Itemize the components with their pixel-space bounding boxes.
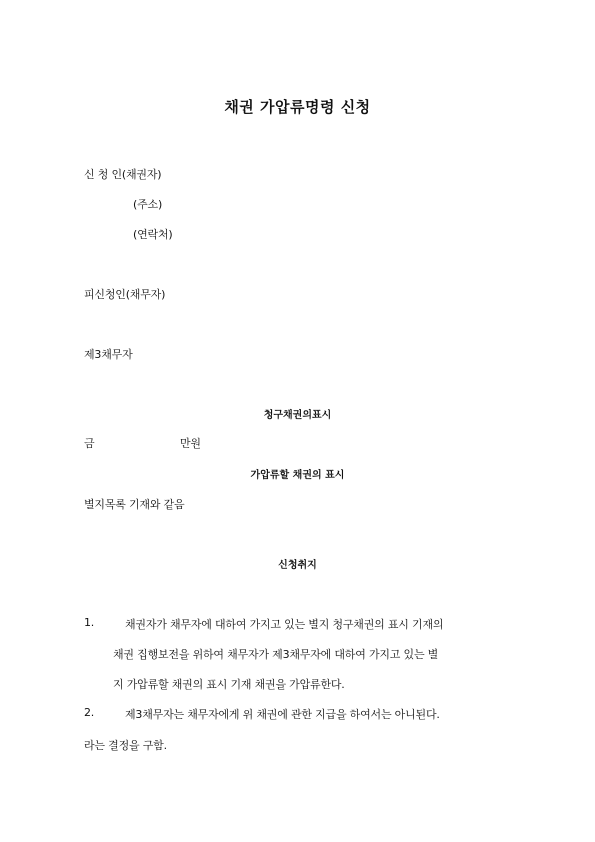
claim-amount-unit: 만원 xyxy=(180,437,201,450)
purpose-section-heading: 신청취지 xyxy=(278,560,317,571)
purpose-item-2-number: 2. xyxy=(84,706,95,719)
third-debtor-label: 제3채무자 xyxy=(84,348,133,361)
document-title: 채권 가압류명령 신청 xyxy=(224,98,371,116)
claim-amount-prefix: 금 xyxy=(84,437,95,450)
applicant-contact-label: (연락처) xyxy=(133,228,173,241)
purpose-item-1-line-3: 지 가압류할 채권의 표시 기재 채권을 가압류한다. xyxy=(113,678,345,691)
applicant-address-label: (주소) xyxy=(133,198,163,211)
applicant-label: 신 청 인(채권자) xyxy=(84,168,162,181)
purpose-closing: 라는 결정을 구함. xyxy=(84,739,167,752)
purpose-item-1-number: 1. xyxy=(84,616,95,629)
purpose-item-1-line-1: 채권자가 채무자에 대하여 가지고 있는 별지 청구채권의 표시 기재의 xyxy=(125,618,444,631)
respondent-label: 피신청인(채무자) xyxy=(84,288,166,301)
purpose-item-1-line-2: 채권 집행보전을 위하여 채무자가 제3채무자에 대하여 가지고 있는 별 xyxy=(113,648,439,661)
seized-section-heading: 가압류할 채권의 표시 xyxy=(250,470,345,481)
seized-section-content: 별지목록 기재와 같음 xyxy=(84,498,185,511)
claim-section-heading: 청구채권의표시 xyxy=(263,410,332,421)
purpose-item-2-line-1: 제3채무자는 채무자에게 위 채권에 관한 지급을 하여서는 아니된다. xyxy=(125,708,440,721)
